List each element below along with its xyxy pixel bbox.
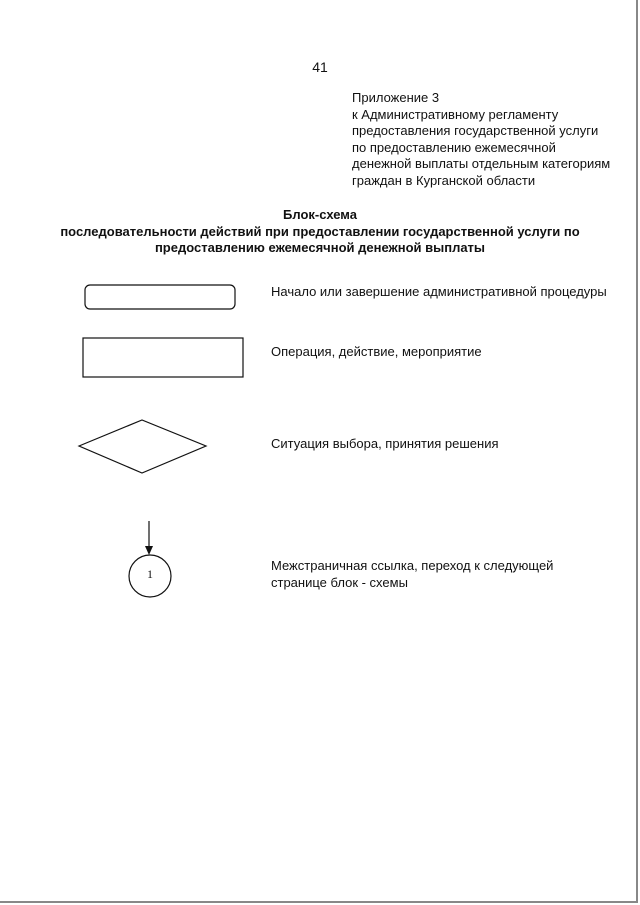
legend-label-line: Межстраничная ссылка, переход к следующей	[271, 558, 554, 573]
appendix-line: граждан в Курганской области	[352, 172, 536, 188]
appendix-line: Приложение 3	[352, 90, 440, 105]
legend-label-line: странице блок - схемы	[271, 575, 408, 590]
page-number: 41	[312, 59, 328, 75]
appendix-line: к Административному регламенту	[352, 106, 559, 122]
process-shape-icon	[82, 337, 244, 379]
connector-shape-icon	[128, 520, 178, 600]
legend-label-decision: Ситуация выбора, принятия решения	[271, 436, 499, 451]
title-heading: Блок-схема	[283, 207, 357, 222]
legend-label-terminal: Начало или завершение административной процедуры	[271, 284, 607, 299]
appendix-line: денежной выплаты отдельным категориям	[352, 156, 611, 171]
legend-label-connector	[271, 557, 553, 591]
appendix-line: предоставления государственной услуги	[352, 123, 599, 138]
document-title	[0, 207, 640, 257]
title-line: предоставлению ежемесячной денежной выплаты	[154, 240, 486, 255]
appendix-note	[352, 90, 632, 189]
connector-symbol: 1	[147, 567, 153, 581]
terminal-shape-icon	[84, 284, 236, 312]
decision-shape-icon	[78, 419, 208, 475]
title-line: последовательности действий при предоставлении государственной услуги по	[60, 223, 580, 239]
appendix-line: по предоставлению ежемесячной	[352, 139, 556, 155]
legend-label-process: Операция, действие, мероприятие	[271, 344, 482, 359]
